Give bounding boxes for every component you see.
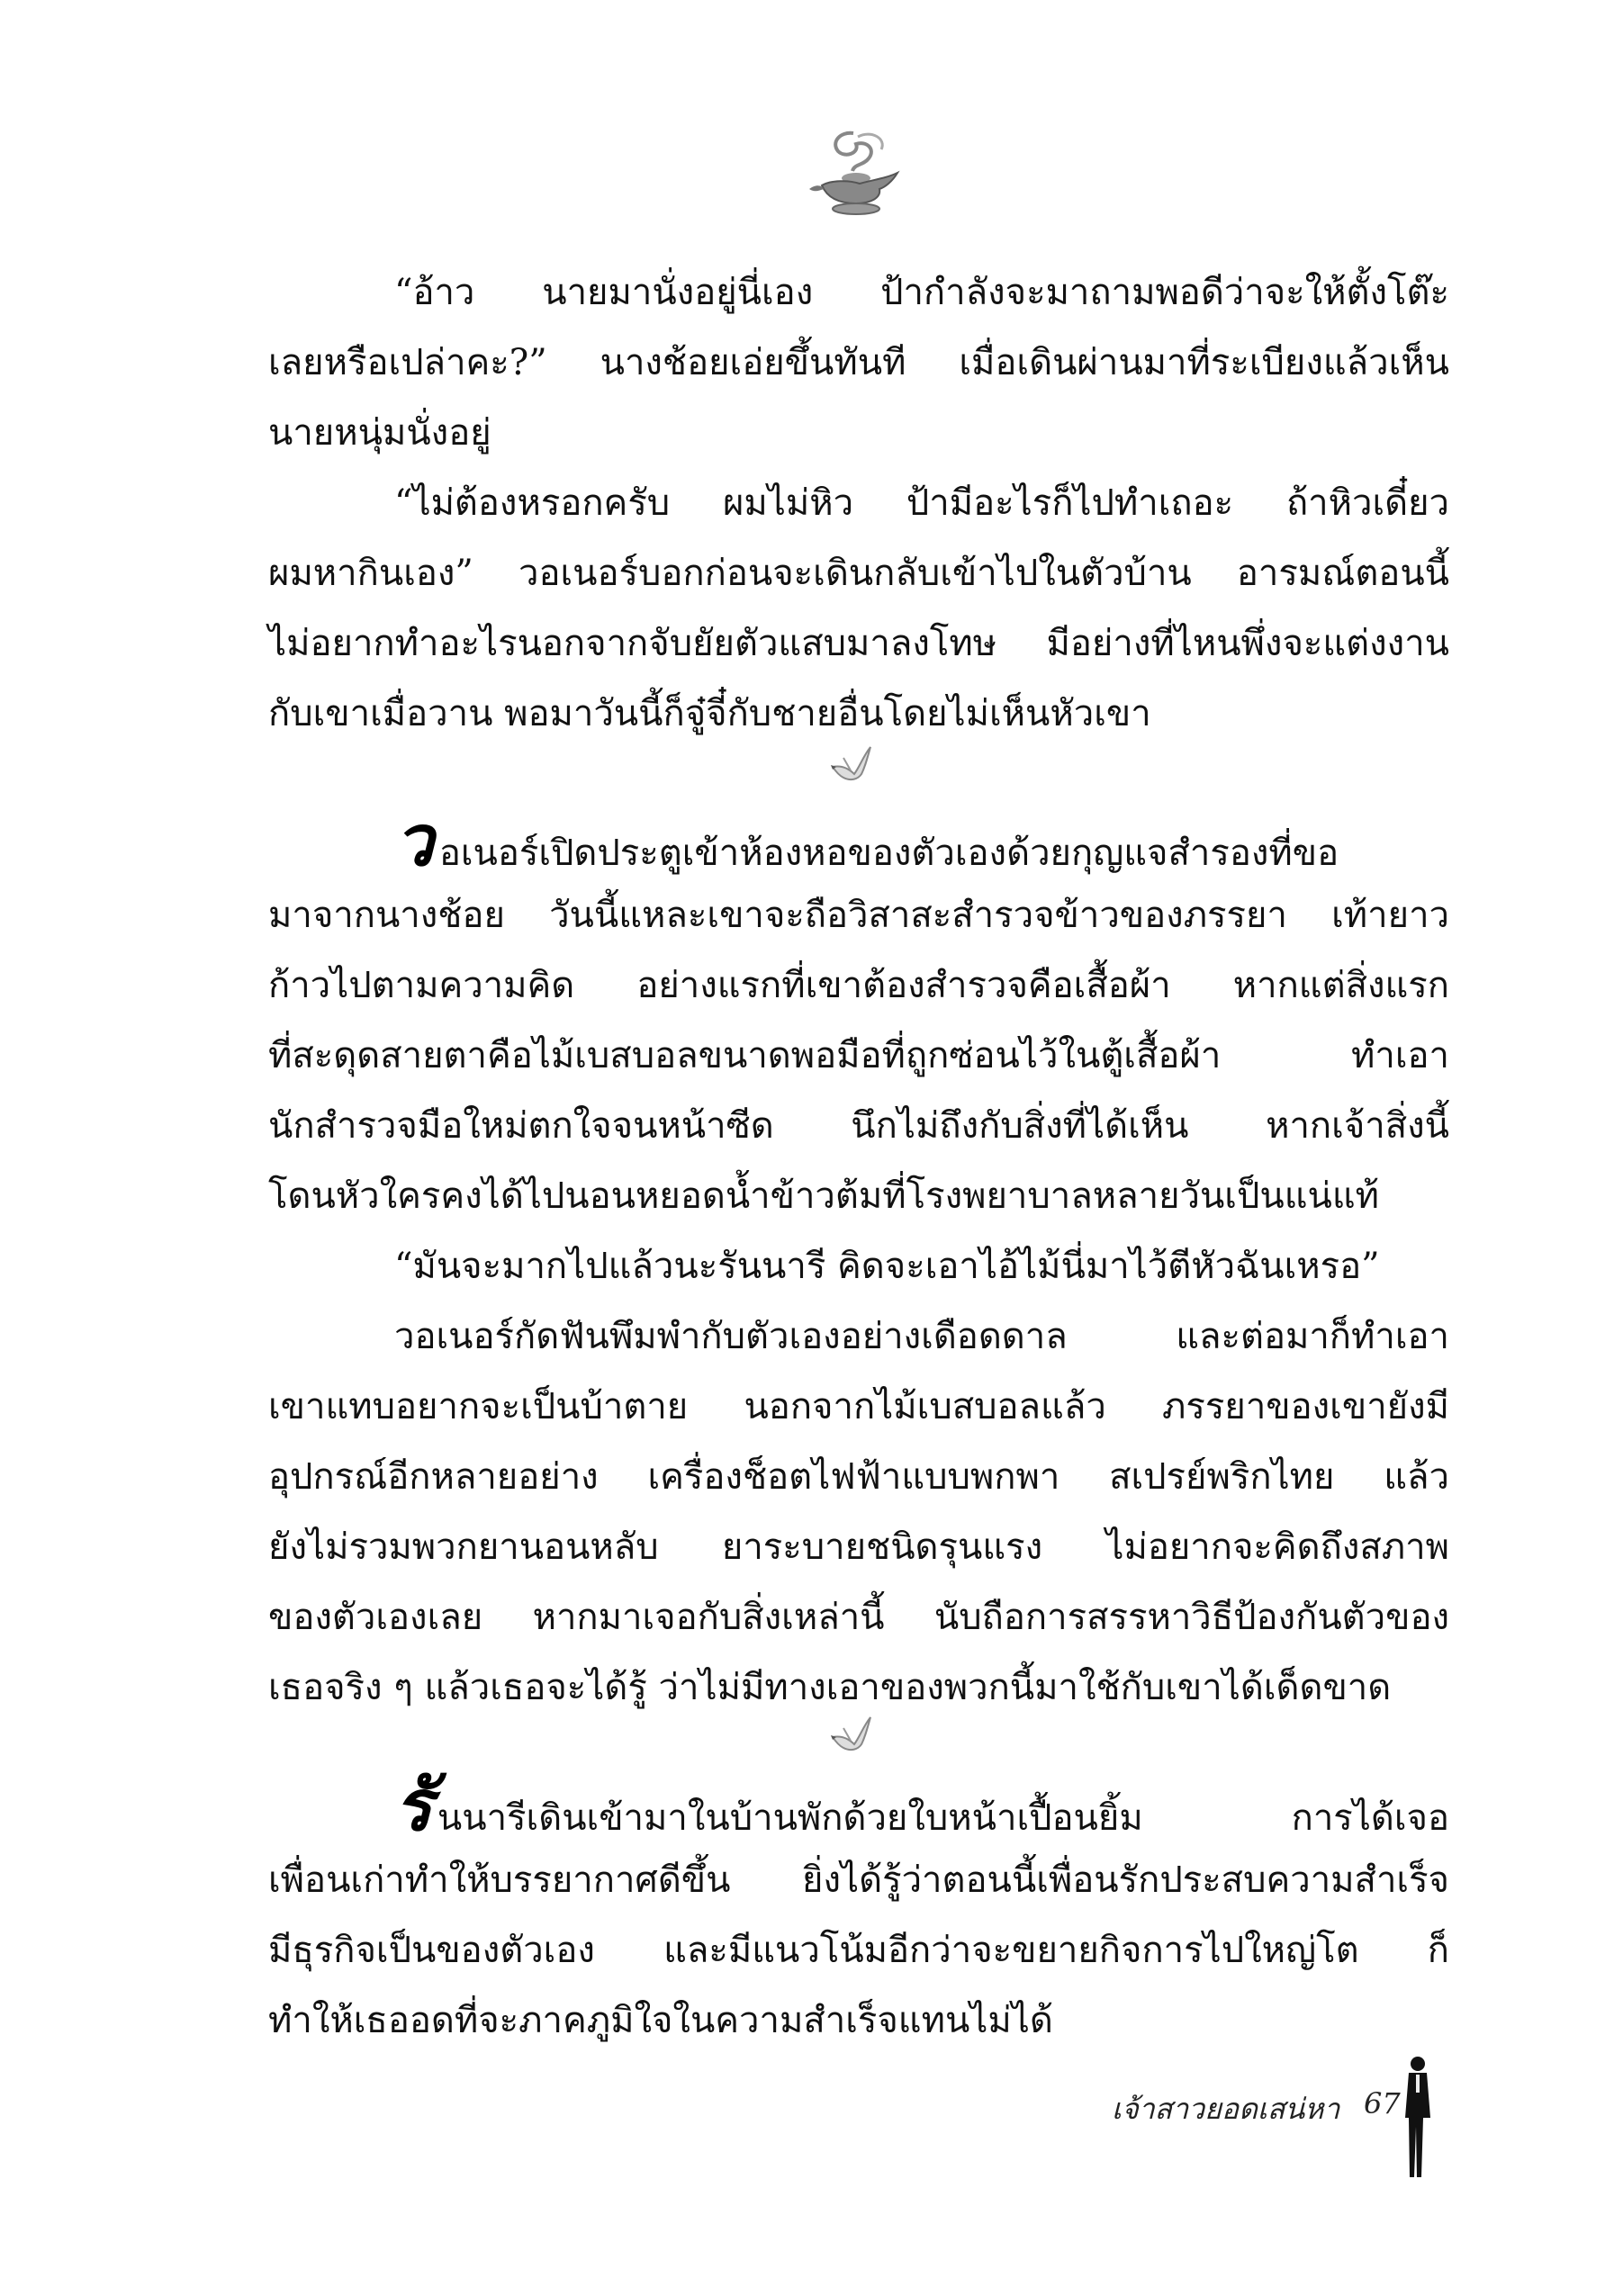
text-line: นายหนุ่มนั่งอยู่ [268,412,491,454]
text-line: ไม่อยากทำอะไรนอกจากจับยัยตัวแสบมาลงโทษ มีอย่างที่ไหนพึ่งจะแต่งงาน [268,623,1449,664]
text-line: โดนหัวใครคงได้ไปนอนหยอดน้ำข้าวต้มที่โรงพยาบาลหลายวันเป็นแน่แท้ [268,1175,1379,1217]
text-line: วอเนอร์กัดฟันพึมพำกับตัวเองอย่างเดือดดาล และต่อมาก็ทำเอา [394,1316,1449,1357]
paragraph-5 [268,1301,1449,1723]
text-line-with-dropcap [268,800,1449,882]
text-line: อุปกรณ์อีกหลายอย่าง เครื่องช็อตไฟฟ้าแบบพกพา สเปรย์พริกไทย แล้ว [268,1456,1449,1498]
text-line: ยังไม่รวมพวกยานอนหลับ ยาระบายชนิดรุนแรง ไม่อยากจะคิดถึงสภาพ [268,1526,1449,1568]
text-line: “ไม่ต้องหรอกครับ ผมไม่หิว ป้ามีอะไรก็ไปทำเถอะ ถ้าหิวเดี๋ยว [394,482,1449,524]
dove-icon [824,740,878,785]
text-line: มีธุรกิจเป็นของตัวเอง และมีแนวโน้มอีกว่าจะขยายกิจการไปใหญ่โต ก็ [268,1930,1449,1971]
text-line: ทำให้เธออดที่จะภาคภูมิใจในความสำเร็จแทนไม่ได้ [268,2000,1053,2041]
text-line: อเนอร์เปิดประตูเข้าห้องหอของตัวเองด้วยกุญแจสำรองที่ขอ [438,833,1339,874]
paragraph-2 [268,468,1449,749]
drop-cap: รั [394,1765,432,1847]
standing-man-figure [1402,2055,1434,2181]
page-number: 67 [1364,2086,1401,2120]
text-line: กับเขาเมื่อวาน พอมาวันนี้ก็จู๋จี๋กับชายอื่นโดยไม่เห็นหัวเขา [268,693,1151,734]
text-line: “มันจะมากไปแล้วนะรันนารี คิดจะเอาไอ้ไม้นี่มาไว้ตีหัวฉันเหรอ” [394,1246,1380,1287]
paragraph-6 [268,1765,1449,2056]
text-line: ของตัวเองเลย หากมาเจอกับสิ่งเหล่านี้ นับถือการสรรหาวิธีป้องกันตัวของ [268,1597,1449,1638]
paragraph-4 [268,1231,1449,1301]
text-line: นนารีเดินเข้ามาในบ้านพักด้วยใบหน้าเปื้อนยิ้ม การได้เจอ [437,1797,1449,1839]
text-line: มาจากนางช้อย วันนี้แหละเขาจะถือวิสาสะสำรวจข้าวของภรรยา เท้ายาว [268,895,1449,936]
text-line: ก้าวไปตามความคิด อย่างแรกที่เขาต้องสำรวจคือเสื้อผ้า หากแต่สิ่งแรก [268,965,1449,1006]
text-line: ผมหากินเอง” วอเนอร์บอกก่อนจะเดินกลับเข้าไปในตัวบ้าน อารมณ์ตอนนี้ [268,553,1449,594]
dove-icon [824,1710,878,1755]
text-line: เขาแทบอยากจะเป็นบ้าตาย นอกจากไม้เบสบอลแล้ว ภรรยาของเขายังมี [268,1386,1449,1427]
text-line: เธอจริง ๆ แล้วเธอจะได้รู้ ว่าไม่มีทางเอาของพวกนี้มาใช้กับเขาได้เด็ดขาด [268,1667,1392,1708]
text-line: “อ้าว นายมานั่งอยู่นี่เอง ป้ากำลังจะมาถามพอดีว่าจะให้ตั้งโต๊ะ [394,272,1449,313]
text-line: เลยหรือเปล่าคะ?” นางช้อยเอ่ยขึ้นทันที เมื่อเดินผ่านมาที่ระเบียงแล้วเห็น [268,342,1449,383]
text-line: นักสำรวจมือใหม่ตกใจจนหน้าซีด นึกไม่ถึงกับสิ่งที่ได้เห็น หากเจ้าสิ่งนี้ [268,1105,1449,1147]
paragraph-3 [268,800,1449,1231]
paragraph-1 [268,257,1449,468]
text-line: ที่สะดุดสายตาคือไม้เบสบอลขนาดพอมือที่ถูกซ่อนไว้ในตู้เสื้อผ้า ทำเอา [268,1035,1449,1076]
genie-lamp-icon [804,126,912,225]
drop-cap: ว [394,800,434,882]
text-line-with-dropcap [268,1765,1449,1847]
footer-book-title: เจ้าสาวยอดเสน่หา [1112,2092,1340,2126]
text-line: เพื่อนเก่าทำให้บรรยากาศดีขึ้น ยิ่งได้รู้ว่าตอนนี้เพื่อนรักประสบความสำเร็จ [268,1859,1449,1901]
